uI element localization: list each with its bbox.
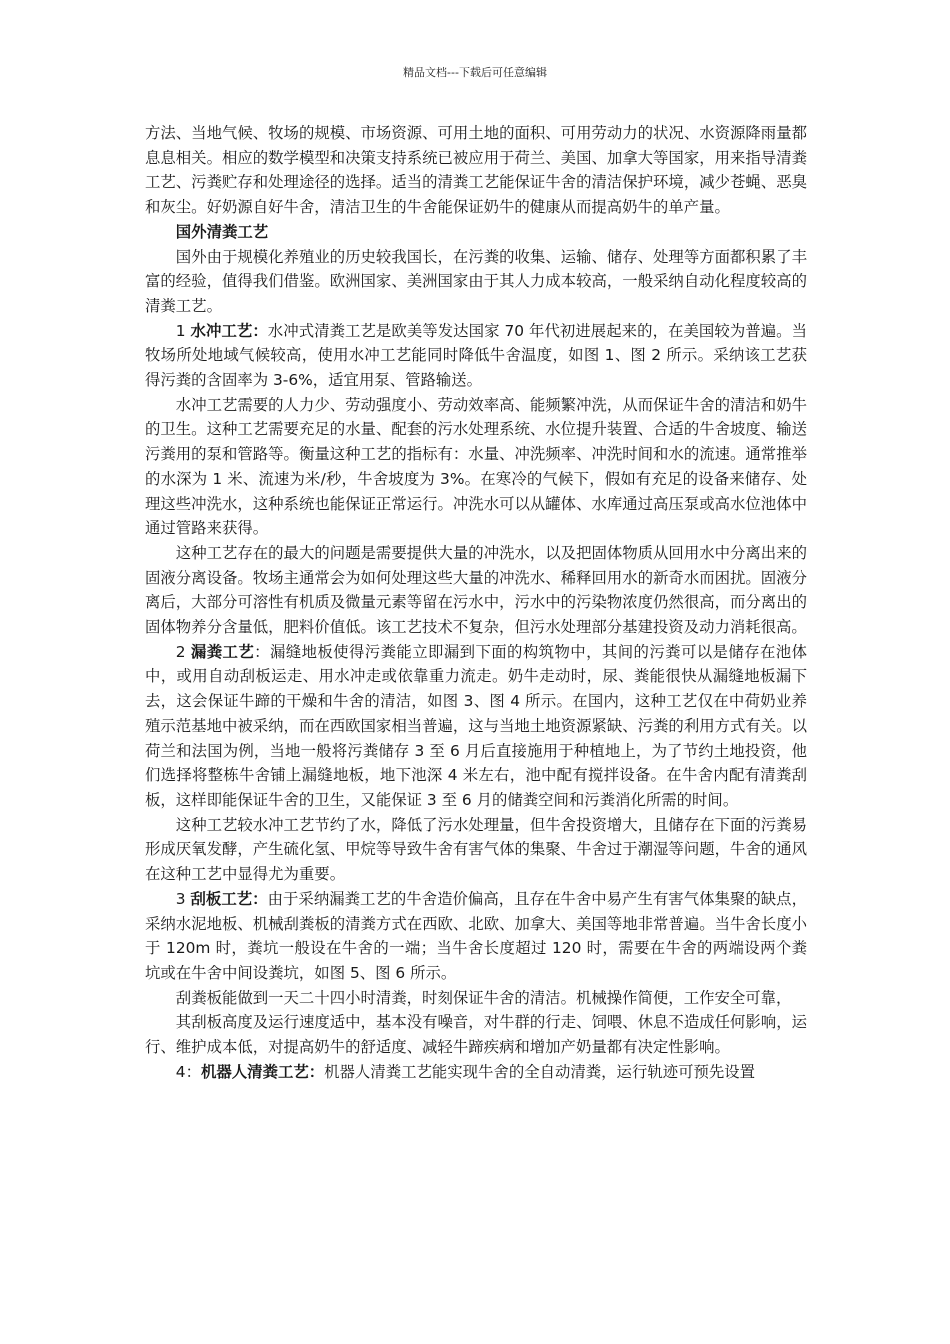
paragraph-text: 水冲式清粪工艺是欧美等发达国家 70 年代初进展起来的，在美国较为普遍。当牧场所处地域气候较高，使用水冲工艺能同时降低牛舍温度，如图 1、图 2 所示。采纳该工艺获得污粪的含固率为 3-6%，适宜用泵、管路输送。 [145, 321, 807, 390]
item-keyword: 漏粪工艺 [190, 642, 255, 661]
section-heading [145, 220, 807, 245]
paragraph [145, 986, 807, 1011]
page-header: 精品文档---下载后可任意编辑 [403, 66, 547, 79]
paragraph [145, 541, 807, 640]
paragraph-text: 国外清粪工艺 [175, 222, 269, 241]
paragraph [145, 887, 807, 986]
paragraph-text: ：漏缝地板使得污粪能立即漏到下面的构筑物中，其间的污粪可以是储存在池体中，或用自动刮板运走、用水冲走或依靠重力流走。奶牛走动时，尿、粪能很快从漏缝地板漏下去，这会保证牛蹄的干燥和牛舍的清洁，如图 3、图 4 所示。在国内，这种工艺仅在中荷奶业养殖示范基地中被采纳，而在西欧国家相当普遍，这与当地土地资源紧缺、污粪的利用方式有关。以荷兰和法国为例，当地一般将污粪储存 3 至 6 月后直接施用于种植地上，为了节约土地投资，他们选择将整栋牛舍铺上漏缝地板，地下池深 4 米左右，池中配有搅拌设备。在牛舍内配有清粪刮板，这样即能保证牛舍的卫生，又能保证 3 至 6 月的储粪空间和污粪消化所需的时间。 [145, 642, 807, 809]
paragraph-text: 方法、当地气候、牧场的规模、市场资源、可用土地的面积、可用劳动力的状况、水资源降雨量都息息相关。相应的数学模型和决策支持系统已被应用于荷兰、美国、加拿大等国家，用来指导清粪工艺、污粪贮存和处理途径的选择。适当的清粪工艺能保证牛舍的清洁保护环境，减少苍蝇、恶臭和灰尘。好奶源自好牛舍，清洁卫生的牛舍能保证奶牛的健康从而提高奶牛的单产量。 [145, 124, 807, 217]
paragraph-text: 水冲工艺需要的人力少、劳动强度小、劳动效率高、能频繁冲洗，从而保证牛舍的清洁和奶牛的卫生。这种工艺需要充足的水量、配套的污水处理系统、水位提升装置、合适的牛舍坡度、输送污粪用的泵和管路等。衡量这种工艺的指标有：水量、冲洗频率、冲洗时间和水的流速。通常推举的水深为 1 米、流速为米/秒，牛舍坡度为 3%。在寒冷的气候下，假如有充足的设备来储存、处理这些冲洗水，这种系统也能保证正常运行。冲洗水可以从罐体、水库通过高压泵或高水位池体中通过管路来获得。 [145, 395, 807, 538]
item-number: 1 [175, 321, 191, 340]
item-number: 3 [175, 889, 191, 908]
paragraph [145, 813, 807, 887]
paragraph-text: 刮粪板能做到一天二十四小时清粪，时刻保证牛舍的清洁。机械操作简便，工作安全可靠， [175, 988, 792, 1007]
paragraph-text: 国外由于规模化养殖业的历史较我国长，在污粪的收集、运输、储存、处理等方面都积累了丰富的经验，值得我们借鉴。欧洲国家、美洲国家由于其人力成本较高，一般采纳自动化程度较高的清粪工艺。 [145, 247, 807, 315]
paragraph-text: 这种工艺存在的最大的问题是需要提供大量的冲洗水，以及把固体物质从回用水中分离出来的固液分离设备。牧场主通常会为如何处理这些大量的冲洗水、稀释回用水的新奇水而困扰。固液分离后，大部分可溶性有机质及微量元素等留在污水中，污水中的污染物浓度仍然很高，而分离出的固体物养分含量低，肥料价值低。该工艺技术不复杂，但污水处理部分基建投资及动力消耗很高。 [145, 543, 807, 637]
paragraph-text: 机器人清粪工艺能实现牛舍的全自动清粪，运行轨迹可预先设置 [324, 1062, 756, 1081]
item-keyword: 刮板工艺： [190, 889, 268, 908]
paragraph-text: 由于采纳漏粪工艺的牛舍造价偏高，且存在牛舍中易产生有害气体集聚的缺点，采纳水泥地板、机械刮粪板的清粪方式在西欧、北欧、加拿大、美国等地非常普遍。当牛舍长度小于 120m 时，粪坑一般设在牛舍的一端；当牛舍长度超过 120 时，需要在牛舍的两端设两个粪坑或在牛舍中间设粪坑，如图 5、图 6 所示。 [145, 889, 807, 982]
item-number: 4： [175, 1062, 201, 1081]
paragraph [145, 393, 807, 541]
item-keyword: 机器人清粪工艺： [200, 1062, 325, 1081]
item-keyword: 水冲工艺： [190, 321, 268, 340]
paragraph-text: 其刮板高度及运行速度适中，基本没有噪音，对牛群的行走、饲喂、休息不造成任何影响，运行、维护成本低，对提高奶牛的舒适度、减轻牛蹄疾病和增加产奶量都有决定性影响。 [145, 1013, 807, 1057]
paragraph [145, 319, 807, 393]
paragraph [145, 640, 807, 813]
document-body [145, 121, 807, 1084]
item-number: 2 [175, 642, 191, 661]
paragraph [145, 1010, 807, 1059]
paragraph [145, 1060, 807, 1085]
paragraph [145, 245, 807, 319]
paragraph [145, 121, 807, 220]
paragraph-text: 这种工艺较水冲工艺节约了水，降低了污水处理量，但牛舍投资增大，且储存在下面的污粪易形成厌氧发酵，产生硫化氢、甲烷等导致牛舍有害气体的集聚、牛舍过于潮湿等问题，牛舍的通风在这种工艺中显得尤为重要。 [145, 815, 807, 884]
